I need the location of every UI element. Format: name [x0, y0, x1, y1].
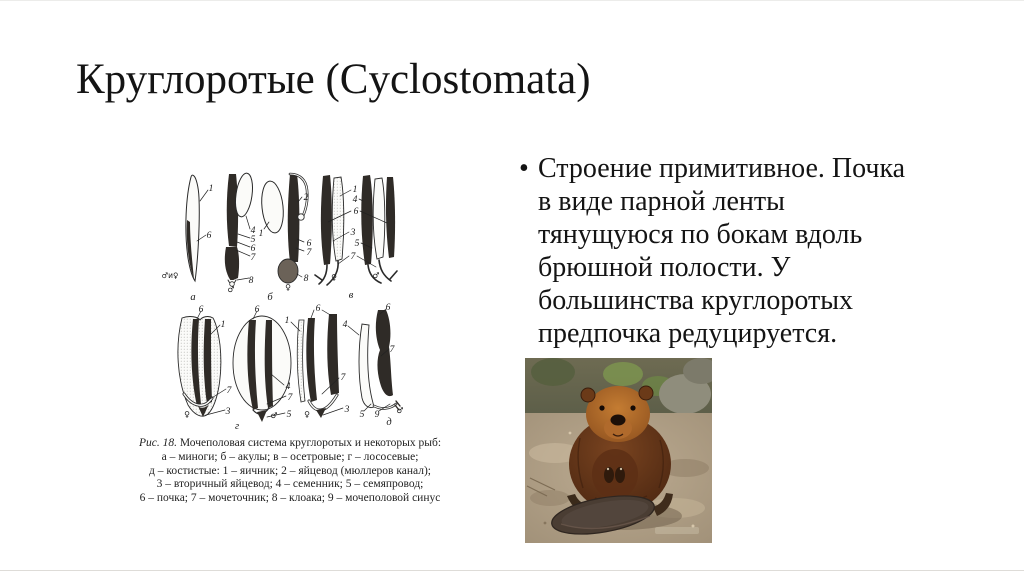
- callout-number: 6: [198, 305, 204, 315]
- photo-watermark: [655, 527, 699, 534]
- callout-number: 5: [354, 239, 360, 249]
- beaver-ear: [639, 386, 653, 400]
- callout-number: 7: [389, 345, 395, 355]
- callout-number: 5: [359, 410, 365, 420]
- diagram-salmon-female: [178, 311, 226, 417]
- figure-caption: [100, 437, 480, 506]
- figure-number-label: Рис. 18.: [138, 437, 177, 449]
- beaver-ear: [581, 388, 595, 402]
- callout-number: 6: [385, 303, 391, 313]
- callout-number: 7: [287, 393, 293, 403]
- diagram-sturgeon-female: [315, 175, 344, 285]
- bullet-line: брюшной полости. У: [538, 252, 791, 283]
- callout-number: 9: [374, 410, 380, 420]
- diagram-teleost-female: [291, 310, 343, 418]
- bullet-marker: •: [519, 153, 529, 184]
- callout-number: 7: [226, 386, 232, 396]
- beaver-eye: [599, 405, 604, 410]
- callout-number: 3: [350, 228, 356, 238]
- slide-bottom-border: [0, 570, 1024, 571]
- callout-number: 8: [303, 274, 309, 284]
- slide-top-border: [0, 0, 1024, 1]
- row-label-a: а: [190, 292, 196, 303]
- beaver-eye: [630, 405, 635, 410]
- callout-number: 7: [340, 373, 346, 383]
- caption-line: 6 – почка; 7 – мочеточник; 8 – клоака; 9 – мочеполовой синус: [139, 492, 441, 505]
- callout-number: 1: [208, 184, 214, 194]
- bullet-line: большинства круглоротых: [538, 285, 854, 316]
- callout-number: 4: [342, 320, 348, 330]
- beaver-photo: [525, 358, 712, 543]
- callout-number: 5: [250, 235, 256, 245]
- callout-number: 6: [353, 207, 359, 217]
- male-symbol: ♂: [396, 406, 404, 415]
- row-label-b: б: [267, 292, 273, 303]
- female-symbol: ♀: [285, 283, 291, 292]
- callout-number: 6: [206, 231, 212, 241]
- sex-symbols-label: ♂и♀: [161, 271, 179, 280]
- callout-number: 1: [220, 320, 226, 330]
- female-symbol: ♀: [304, 410, 310, 419]
- callout-number: 5: [286, 410, 292, 420]
- caption-line: а – миноги; б – акулы; в – осетровые; г – лососевые;: [161, 450, 419, 463]
- diagram-lamprey-a: [186, 175, 208, 281]
- male-symbol: ♂: [270, 411, 278, 420]
- caption-line: 3 – вторичный яйцевод; 4 – семенник; 5 – семяпровод;: [156, 478, 424, 491]
- caption-line: д – костистые: 1 – яичник; 2 – яйцевод (мюллеров канал);: [148, 464, 432, 477]
- callout-number: 4: [250, 226, 256, 236]
- urogenital-diagram: [150, 168, 470, 436]
- male-symbol: ♂: [372, 271, 380, 280]
- bullet-item: [519, 152, 963, 350]
- callout-number: 6: [315, 304, 321, 314]
- diagram-teleost-male: [348, 309, 400, 411]
- callout-number: 1: [258, 229, 264, 239]
- bullet-line: предпочка редуцируется.: [538, 318, 838, 349]
- beaver-nose: [611, 415, 626, 426]
- diagram-salmon-male: [233, 311, 291, 422]
- female-symbol: ♀: [331, 273, 337, 282]
- bullet-line: тянущуюся по бокам вдоль: [538, 219, 863, 250]
- callout-number: 2: [303, 193, 309, 203]
- callout-number: 7: [306, 248, 312, 258]
- male-symbol: ♂: [227, 285, 235, 294]
- caption-line: [100, 437, 480, 451]
- female-symbol: ♀: [184, 410, 190, 419]
- callout-number: 7: [350, 252, 356, 262]
- callout-number: 6: [254, 305, 260, 315]
- row-label-g: г: [234, 421, 240, 432]
- diagram-shark-female: [259, 174, 307, 283]
- callout-number: 6: [250, 244, 256, 254]
- callout-number: 8: [248, 276, 254, 286]
- slide-title: Круглоротые (Cyclostomata): [76, 56, 591, 103]
- callout-number: 3: [225, 407, 231, 417]
- callout-number: 3: [344, 405, 350, 415]
- callout-number: 1: [352, 185, 358, 195]
- callout-number: 1: [284, 316, 290, 326]
- bullet-line: в виде парной ленты: [538, 186, 785, 217]
- callout-number: 4: [285, 382, 291, 392]
- bullet-line: Строение примитивное. Почка: [538, 153, 906, 184]
- row-label-v: в: [348, 290, 354, 301]
- row-label-d: д: [386, 417, 392, 428]
- callout-number: 4: [352, 195, 358, 205]
- callout-number: 7: [250, 253, 256, 263]
- caption-text: Мочеполовая система круглоротых и некоторых рыб:: [179, 437, 442, 449]
- bullet-text: [538, 152, 963, 350]
- callout-number: 6: [306, 239, 312, 249]
